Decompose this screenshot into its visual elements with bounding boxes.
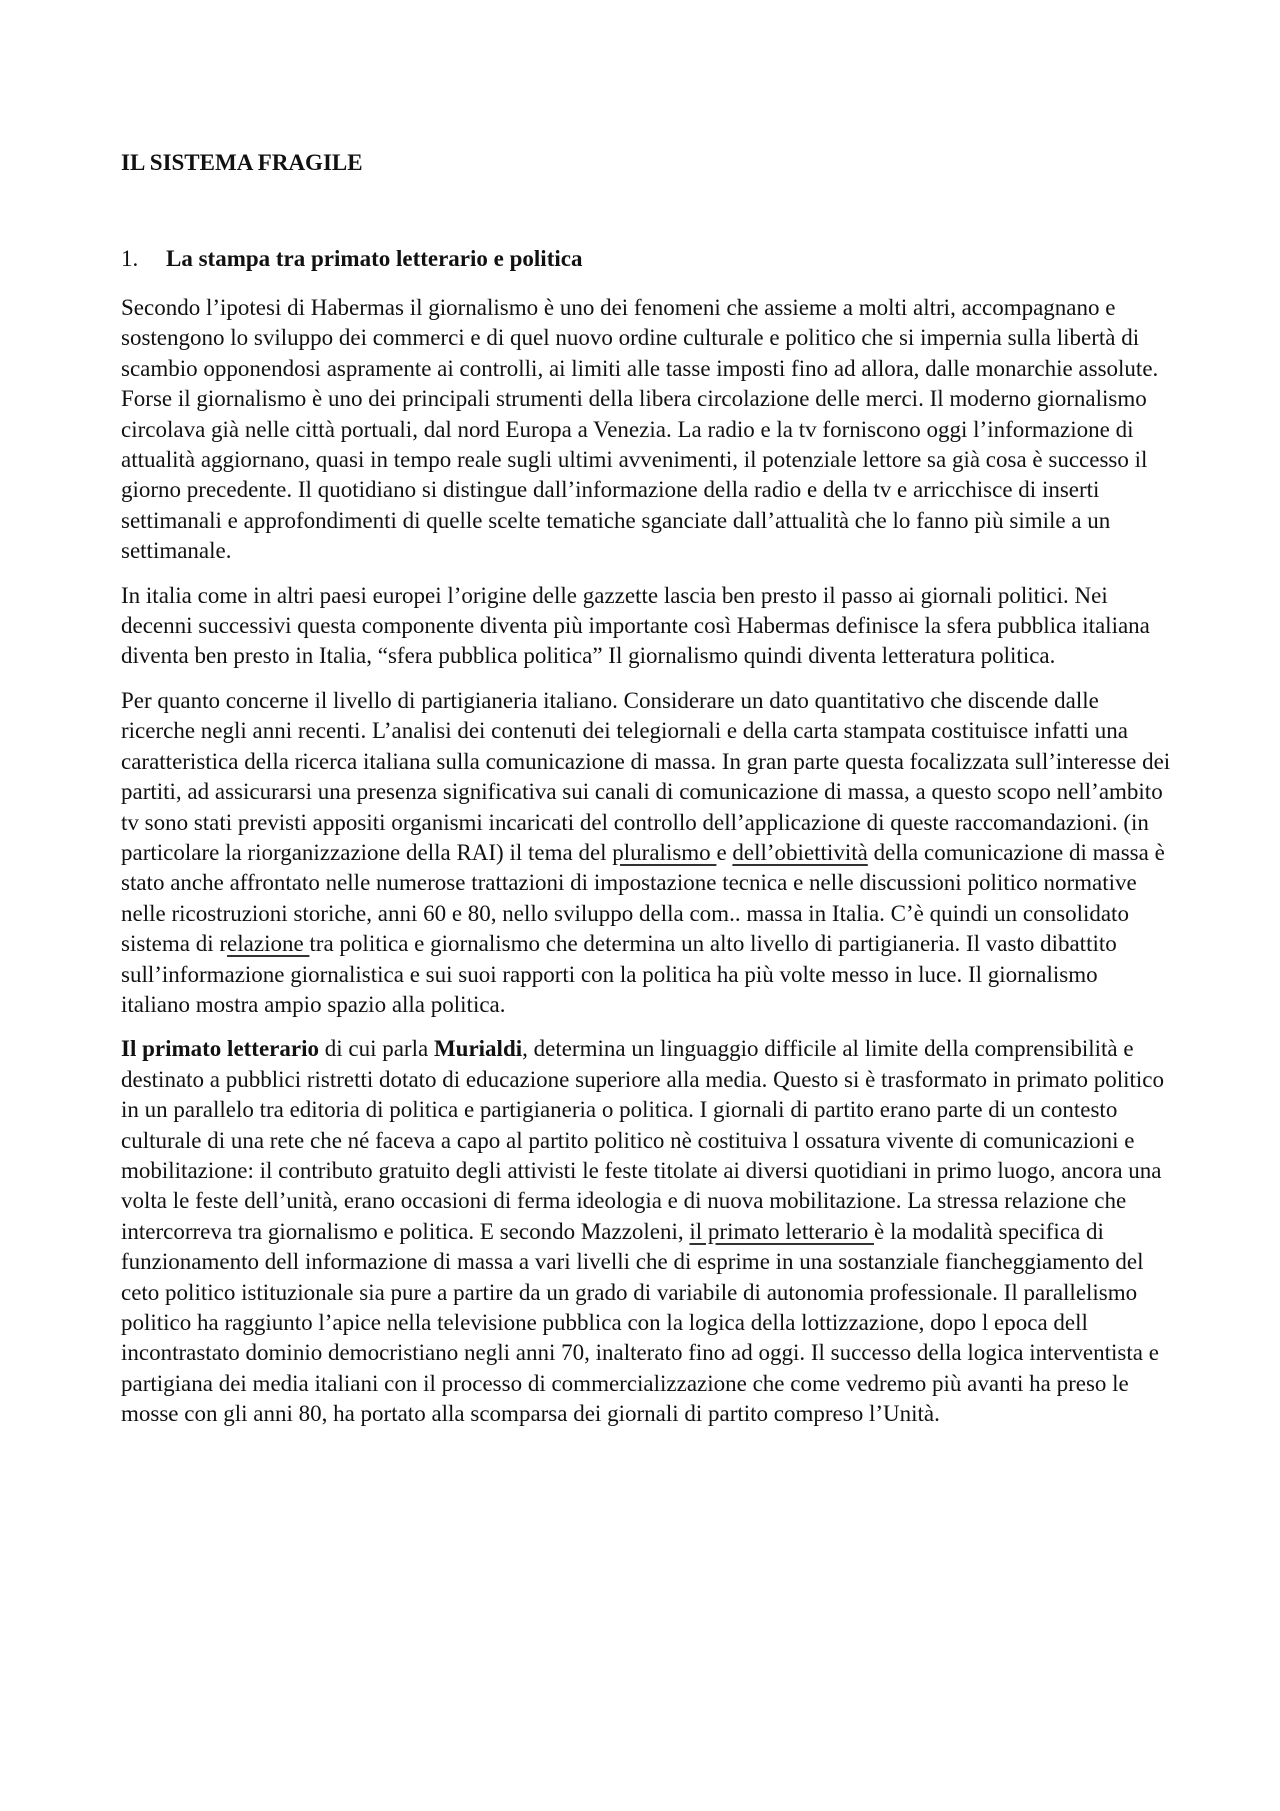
paragraph-3-text-c: della comunicazione di massa è stato anche affrontato nelle numerose trattazioni di impostazione tecnica e nelle discussioni politico normative nelle ricostruzioni storiche, anni 60 e 80, nello sviluppo della com.. massa in Italia. C’è quindi un consolidato sistema di r	[121, 839, 1165, 957]
document-body	[121, 293, 1171, 1444]
paragraph-3-text-d: tra politica e giornalismo che determina un alto livello di partigianeria. Il vasto dibattito sull’informazione giornalistica e sui suoi rapporti con la politica ha più volte messo in luce. Il giornalismo italiano mostra ampio spazio alla politica.	[121, 931, 1117, 1017]
document-title: IL SISTEMA FRAGILE	[121, 150, 363, 175]
paragraph-2: In italia come in altri paesi europei l’origine delle gazzette lascia ben presto il passo ai giornali politici. Nei decenni successivi questa componente diventa più importante così Habermas definisce la sfera pubblica italiana diventa ben presto in Italia, “sfera pubblica politica” Il giornalismo quindi diventa letteratura politica.	[121, 582, 1150, 669]
paragraph-4	[121, 1034, 1171, 1429]
section-heading	[121, 246, 582, 272]
section-number: 1.	[121, 246, 139, 271]
paragraph-3-text-b: e	[716, 839, 733, 865]
underlined-obiettivita: dell’obiettività	[732, 839, 868, 865]
bold-murialdi: Murialdi	[433, 1036, 523, 1062]
paragraph-4-text-d: è la modalità specifica di funzionamento dell informazione di massa a vari livelli che di esprime in una sostanziale fiancheggiamento del ceto politico istituzionale sia pure a partire da un grado di variabile di autonomia professionale. Il parallelismo politico ha raggiunto l’apice nella televisione pubblica con la logica della lottizzazione, dopo l epoca dell incontrastato dominio democristiano negli anni 70, inalterato fino ad oggi. Il successo della logica interventista e partigiana dei media italiani con il processo di commercializzazione che come vedremo più avanti ha preso le mosse con gli anni 80, ha portato alla scomparsa dei giornali di partito compreso l’Unità.	[121, 1218, 1159, 1427]
bold-primato-letterario: Il primato letterario	[121, 1036, 319, 1062]
underlined-primato-letterario: il primato letterario	[689, 1218, 874, 1244]
paragraph-3-text-a: Per quanto concerne il livello di partigianeria italiano. Considerare un dato quantitativo che discende dalle ricerche negli anni recenti. L’analisi dei contenuti dei telegiornali e della carta stampata costituisce infatti una caratteristica della ricerca italiana sulla comunicazione di massa. In gran parte questa focalizzata sull’interesse dei partiti, ad assicurarsi una presenza significativa sui canali di comunicazione di massa, a questo scopo nell’ambito tv sono stati previsti appositi organismi incaricati del controllo dell’applicazione di queste raccomandazioni. (in particolare la riorganizzazione della RAI) il tema del	[121, 687, 1171, 865]
underlined-pluralismo: pluralismo	[612, 839, 717, 865]
section-heading-text: La stampa tra primato letterario e politica	[166, 246, 583, 271]
paragraph-1: Secondo l’ipotesi di Habermas il giornalismo è uno dei fenomeni che assieme a molti altri, accompagnano e sostengono lo sviluppo dei commerci e di quel nuovo ordine culturale e politico che si impernia sulla libertà di scambio opponendosi aspramente ai controlli, ai limiti alle tasse imposti fino ad allora, dalle monarchie assolute. Forse il giornalismo è uno dei principali strumenti della libera circolazione delle merci. Il moderno giornalismo circolava già nelle città portuali, dal nord Europa a Venezia. La radio e la tv forniscono oggi l’informazione di attualità aggiornano, quasi in tempo reale sugli ultimi avvenimenti, il potenziale lettore sa già cosa è successo il giorno precedente. Il quotidiano si distingue dall’informazione della radio e della tv e arricchisce di inserti settimanali e approfondimenti di quelle scelte tematiche sganciate dall’attualità che lo fanno più simile a un settimanale.	[121, 295, 1159, 564]
paragraph-3	[121, 686, 1171, 1020]
paragraph-4-text-a: di cui parla	[318, 1036, 434, 1062]
underlined-relazione: elazione	[227, 931, 310, 957]
paragraph-4-text-c: , determina un linguaggio difficile al limite della comprensibilità e destinato a pubblici ristretti dotato di educazione superiore alla media. Questo si è trasformato in primato politico in un parallelo tra editoria di politica e partigianeria o politica. I giornali di partito erano parte di un contesto culturale di una rete che né faceva a capo al partito politico nè costituiva l ossatura vivente di comunicazioni e mobilitazione: il contributo gratuito degli attivisti le feste titolate ai diversi quotidiani in primo luogo, ancora una volta le feste dell’unità, erano occasioni di ferma ideologia e di nuova mobilitazione. La stressa relazione che intercorreva tra giornalismo e politica. E secondo Mazzoleni,	[121, 1036, 1165, 1244]
